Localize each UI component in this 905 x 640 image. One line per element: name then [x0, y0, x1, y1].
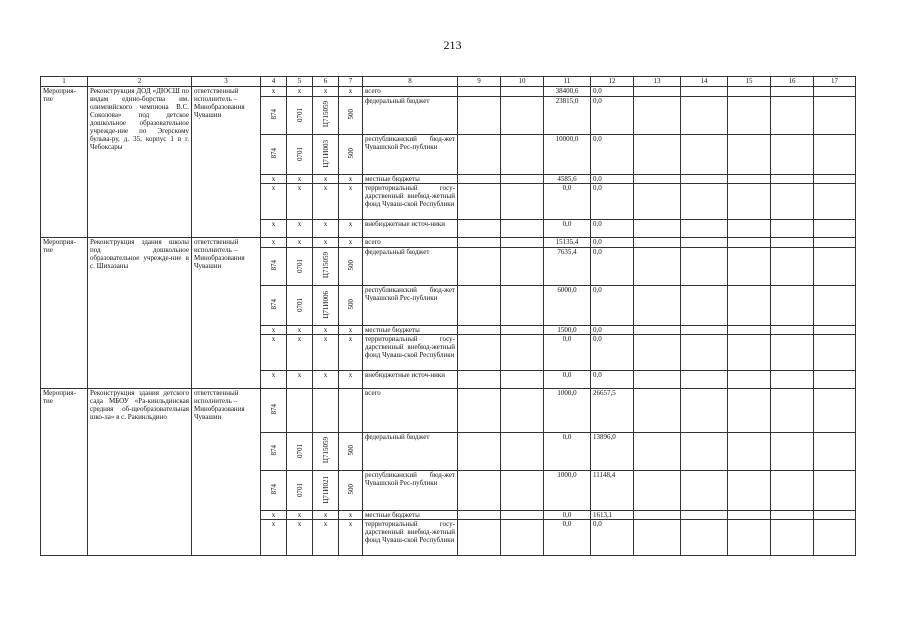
- col7-cell: x: [339, 220, 363, 238]
- col7-cell: x: [339, 87, 363, 97]
- col7-cell: 500: [339, 433, 363, 471]
- table-row: [41, 389, 856, 433]
- col4-cell: 874: [261, 433, 287, 471]
- funding-source: внебюджетные источ-ники: [363, 220, 458, 238]
- col6-cell: x: [313, 175, 339, 184]
- funding-source: республиканский бюд-жет Чувашской Рес-публики: [363, 471, 458, 511]
- col4-cell: 874: [261, 389, 287, 433]
- funding-source: территориальный госу-дарственный внебюд-жетный фонд Чуваш-ской Республики: [363, 335, 458, 371]
- value-col12: 0,0: [591, 220, 634, 238]
- col7-cell: [339, 389, 363, 433]
- value-col11: 1000,0: [544, 389, 591, 433]
- value-col11: 0,0: [544, 220, 591, 238]
- value-col12: 0,0: [591, 286, 634, 326]
- value-col11: 23815,0: [544, 97, 591, 135]
- header-cell: 13: [634, 77, 681, 87]
- funding-source: республиканский бюд-жет Чувашской Рес-публики: [363, 135, 458, 175]
- col5-cell: x: [287, 220, 313, 238]
- col7-cell: x: [339, 511, 363, 520]
- measure-name: Реконструкция здания детского сада МБОУ «Ра-кинльдинская средняя об-щеобразовательная шко-ла» в с. Ракинльдино: [88, 389, 192, 556]
- col7-cell: 500: [339, 248, 363, 286]
- value-col11: 7635,4: [544, 248, 591, 286]
- col4-cell: 874: [261, 97, 287, 135]
- funding-source: всего: [363, 389, 458, 433]
- col6-cell: Ц715059: [313, 248, 339, 286]
- col5-cell: 0701: [287, 286, 313, 326]
- value-col12: 0,0: [591, 87, 634, 97]
- funding-source: территориальный госу-дарственный внебюд-жетный фонд Чуваш-ской Республики: [363, 520, 458, 556]
- page-number: 213: [443, 38, 462, 52]
- col5-cell: x: [287, 184, 313, 220]
- col7-cell: 500: [339, 97, 363, 135]
- col6-cell: [313, 389, 339, 433]
- col5-cell: x: [287, 335, 313, 371]
- header-cell: 10: [501, 77, 544, 87]
- budget-table: [40, 76, 856, 556]
- col4-cell: x: [261, 511, 287, 520]
- value-col12: 0,0: [591, 326, 634, 335]
- funding-source: федеральный бюджет: [363, 248, 458, 286]
- value-col11: 10000,0: [544, 135, 591, 175]
- value-col12: 0,0: [591, 248, 634, 286]
- col5-cell: 0701: [287, 97, 313, 135]
- measure-type: Мероприя-тие: [41, 389, 88, 556]
- col6-cell: Ц71И021: [313, 471, 339, 511]
- measure-type: Мероприя-тие: [41, 87, 88, 238]
- col5-cell: x: [287, 238, 313, 248]
- col4-cell: x: [261, 520, 287, 556]
- funding-source: всего: [363, 238, 458, 248]
- header-cell: 6: [313, 77, 339, 87]
- executor: ответственный исполнитель – Минобразования Чувашии: [192, 87, 261, 238]
- measure-type: Мероприя-тие: [41, 238, 88, 389]
- col6-cell: Ц715059: [313, 433, 339, 471]
- col4-cell: 874: [261, 135, 287, 175]
- value-col12: 26657,5: [591, 389, 634, 433]
- funding-source: федеральный бюджет: [363, 97, 458, 135]
- col7-cell: 500: [339, 286, 363, 326]
- value-col12: 0,0: [591, 238, 634, 248]
- value-col11: 0,0: [544, 335, 591, 371]
- col7-cell: x: [339, 326, 363, 335]
- value-col12: 0,0: [591, 371, 634, 389]
- col4-cell: x: [261, 87, 287, 97]
- col6-cell: x: [313, 184, 339, 220]
- value-col12: 1613,1: [591, 511, 634, 520]
- col5-cell: 0701: [287, 248, 313, 286]
- col4-cell: x: [261, 238, 287, 248]
- value-col12: 0,0: [591, 135, 634, 175]
- col4-cell: 874: [261, 248, 287, 286]
- value-col12: 13896,0: [591, 433, 634, 471]
- col5-cell: x: [287, 371, 313, 389]
- funding-source: республиканский бюд-жет Чувашской Рес-публики: [363, 286, 458, 326]
- header-cell: 7: [339, 77, 363, 87]
- col6-cell: x: [313, 371, 339, 389]
- funding-source: всего: [363, 87, 458, 97]
- col7-cell: x: [339, 184, 363, 220]
- value-col11: 15135,4: [544, 238, 591, 248]
- value-col11: 38400,6: [544, 87, 591, 97]
- col5-cell: 0701: [287, 471, 313, 511]
- value-col11: 0,0: [544, 433, 591, 471]
- col5-cell: x: [287, 520, 313, 556]
- col5-cell: 0701: [287, 433, 313, 471]
- header-cell: 14: [681, 77, 728, 87]
- value-col12: 0,0: [591, 520, 634, 556]
- value-col12: 0,0: [591, 175, 634, 184]
- col5-cell: [287, 389, 313, 433]
- value-col12: 0,0: [591, 97, 634, 135]
- col5-cell: 0701: [287, 135, 313, 175]
- header-cell: 1: [41, 77, 88, 87]
- funding-source: территориальный госу-дарственный внебюд-жетный фонд Чуваш-ской Республики: [363, 184, 458, 220]
- col7-cell: x: [339, 238, 363, 248]
- col6-cell: x: [313, 87, 339, 97]
- funding-source: местные бюджеты: [363, 326, 458, 335]
- value-col11: 0,0: [544, 511, 591, 520]
- col6-cell: x: [313, 520, 339, 556]
- col5-cell: x: [287, 87, 313, 97]
- header-cell: 9: [458, 77, 501, 87]
- header-cell: 3: [192, 77, 261, 87]
- col4-cell: x: [261, 326, 287, 335]
- col7-cell: x: [339, 520, 363, 556]
- value-col11: 0,0: [544, 520, 591, 556]
- value-col11: 4585,6: [544, 175, 591, 184]
- header-cell: 2: [88, 77, 192, 87]
- col7-cell: x: [339, 175, 363, 184]
- col6-cell: x: [313, 238, 339, 248]
- value-col11: 1500,0: [544, 326, 591, 335]
- value-col11: 0,0: [544, 184, 591, 220]
- col7-cell: 500: [339, 471, 363, 511]
- funding-source: местные бюджеты: [363, 175, 458, 184]
- table-row: [41, 238, 856, 248]
- col6-cell: Ц71И003: [313, 135, 339, 175]
- col6-cell: x: [313, 335, 339, 371]
- col7-cell: 500: [339, 135, 363, 175]
- measure-name: Реконструкция здания школы под дошкольное образовательное учрежде-ние в с. Шихазаны: [88, 238, 192, 389]
- executor: ответственный исполнитель – Минобразования Чувашии: [192, 389, 261, 556]
- col6-cell: x: [313, 326, 339, 335]
- measure-name: Реконструкция ДОД «ДЮСШ по видам едино-борства им. олимпийского чемпиона В.С. Соколова» под детское дошкольное образовательное учрежде-ние по Эгерскому бульва-ру, д. 35, корпус 1 в г. Чебоксары: [88, 87, 192, 238]
- col4-cell: x: [261, 335, 287, 371]
- header-cell: 8: [363, 77, 458, 87]
- col4-cell: x: [261, 175, 287, 184]
- col6-cell: Ц715059: [313, 97, 339, 135]
- header-cell: 15: [728, 77, 771, 87]
- funding-source: местные бюджеты: [363, 511, 458, 520]
- col6-cell: x: [313, 511, 339, 520]
- header-cell: 5: [287, 77, 313, 87]
- col6-cell: Ц71И006: [313, 286, 339, 326]
- col5-cell: x: [287, 326, 313, 335]
- funding-source: внебюджетные источ-ники: [363, 371, 458, 389]
- value-col12: 11148,4: [591, 471, 634, 511]
- header-cell: 16: [771, 77, 814, 87]
- col4-cell: x: [261, 371, 287, 389]
- value-col12: 0,0: [591, 184, 634, 220]
- col4-cell: 874: [261, 286, 287, 326]
- table-row: [41, 87, 856, 97]
- header-cell: 4: [261, 77, 287, 87]
- col5-cell: x: [287, 175, 313, 184]
- header-cell: 17: [814, 77, 856, 87]
- header-cell: 12: [591, 77, 634, 87]
- col6-cell: x: [313, 220, 339, 238]
- header-row: [41, 77, 856, 87]
- col4-cell: x: [261, 184, 287, 220]
- col4-cell: x: [261, 220, 287, 238]
- value-col12: 0,0: [591, 335, 634, 371]
- col4-cell: 874: [261, 471, 287, 511]
- value-col11: 0,0: [544, 371, 591, 389]
- value-col11: 1000,0: [544, 471, 591, 511]
- col7-cell: x: [339, 335, 363, 371]
- executor: ответственный исполнитель – Минобразования Чувашии: [192, 238, 261, 389]
- funding-source: федеральный бюджет: [363, 433, 458, 471]
- value-col11: 6000,0: [544, 286, 591, 326]
- col5-cell: x: [287, 511, 313, 520]
- header-cell: 11: [544, 77, 591, 87]
- col7-cell: x: [339, 371, 363, 389]
